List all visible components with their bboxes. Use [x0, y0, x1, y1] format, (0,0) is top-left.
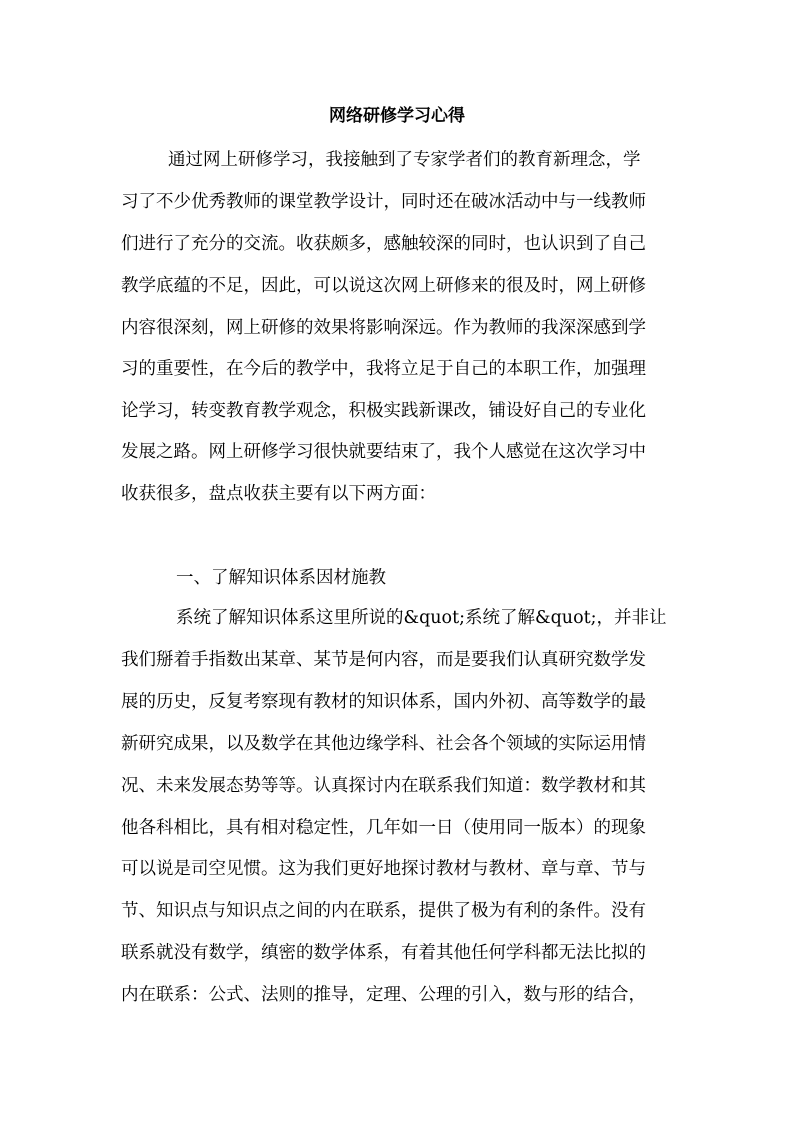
paragraph-2-line: 展的历史，反复考察现有教材的知识体系，国内外初、高等数学的最: [121, 692, 646, 712]
paragraph-2-line: 联系就没有数学，缜密的数学体系，有着其他任何学科都无法比拟的: [121, 943, 646, 963]
paragraph-2-line: 新研究成果，以及数学在其他边缘学科、社会各个领域的实际运用情: [121, 734, 646, 754]
paragraph-2-line: 节、知识点与知识点之间的内在联系，提供了极为有利的条件。没有: [121, 901, 646, 921]
paragraph-2-line: 我们掰着手指数出某章、某节是何内容，而是要我们认真研究数学发: [121, 650, 646, 670]
paragraph-2-line: 他各科相比，具有相对稳定性，几年如一日（使用同一版本）的现象: [121, 818, 646, 838]
paragraph-1-line: 发展之路。网上研修学习很快就要结束了，我个人感觉在这次学习中: [121, 442, 646, 462]
paragraph-2-line: 内在联系：公式、法则的推导，定理、公理的引入，数与形的结合，: [121, 985, 646, 1005]
paragraph-1-line: 习了不少优秀教师的课堂教学设计，同时还在破冰活动中与一线教师: [121, 192, 646, 212]
paragraph-1-line: 论学习，转变教育教学观念，积极实践新课改，铺设好自己的专业化: [121, 401, 646, 421]
paragraph-1-line: 收获很多，盘点收获主要有以下两方面：: [121, 484, 436, 504]
paragraph-1-line: 教学底蕴的不足，因此，可以说这次网上研修来的很及时，网上研修: [121, 276, 646, 296]
paragraph-2-line: 可以说是司空见惯。这为我们更好地探讨教材与教材、章与章、节与: [121, 859, 646, 879]
section-heading: 一、了解知识体系因材施教: [176, 568, 386, 588]
document-title: 网络研修学习心得: [329, 106, 465, 126]
paragraph-1-line: 习的重要性，在今后的教学中，我将立足于自己的本职工作，加强理: [121, 359, 646, 379]
paragraph-1-line: 通过网上研修学习，我接触到了专家学者们的教育新理念，学: [168, 150, 641, 170]
paragraph-2-line: 况、未来发展态势等等。认真探讨内在联系我们知道：数学教材和其: [121, 776, 646, 796]
paragraph-1-line: 们进行了充分的交流。收获颇多，感触较深的同时，也认识到了自己: [121, 234, 646, 254]
paragraph-1-line: 内容很深刻，网上研修的效果将影响深远。作为教师的我深深感到学: [121, 318, 646, 338]
paragraph-2-line: 系统了解知识体系这里所说的&quot;系统了解&quot;，并非让: [176, 608, 667, 628]
